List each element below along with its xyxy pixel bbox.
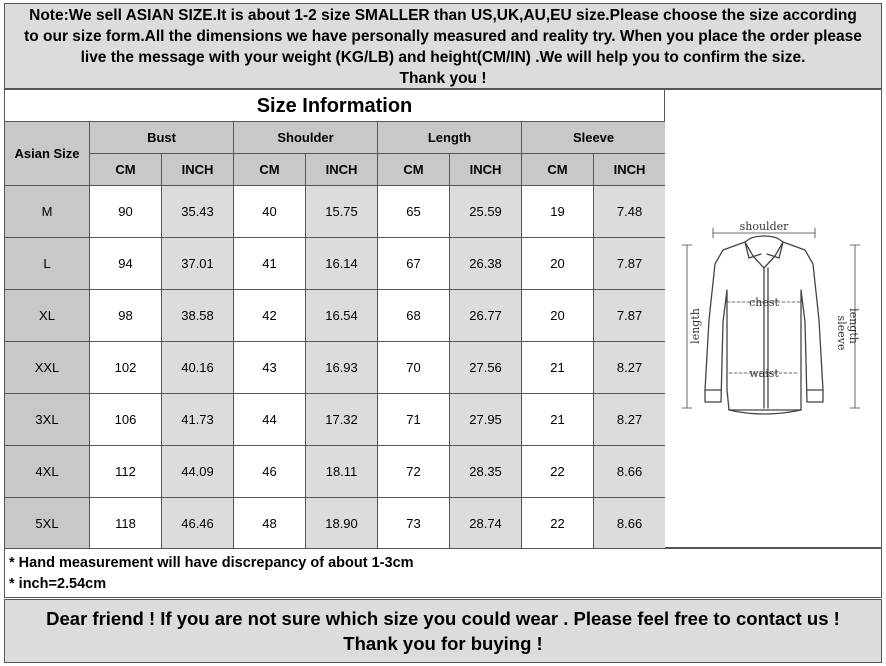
measurement-cell: 46.46 <box>162 498 234 550</box>
measurement-cell: 37.01 <box>162 238 234 290</box>
measurement-cell: 18.90 <box>306 498 378 550</box>
length-label: length <box>689 308 702 344</box>
measurement-cell: 28.35 <box>450 446 522 498</box>
measurement-cell: 43 <box>234 342 306 394</box>
measurement-cell: 15.75 <box>306 186 378 238</box>
measurement-cell: 112 <box>90 446 162 498</box>
footnotes <box>4 548 882 598</box>
measurement-cell: 118 <box>90 498 162 550</box>
measurement-cell: 16.54 <box>306 290 378 342</box>
measurement-cell: 16.14 <box>306 238 378 290</box>
measurement-cell: 20 <box>522 290 594 342</box>
measurement-cell: 7.48 <box>594 186 666 238</box>
measurement-cell: 73 <box>378 498 450 550</box>
measurement-cell: 7.87 <box>594 290 666 342</box>
shirt-diagram-svg <box>665 90 882 549</box>
measurement-cell: 41.73 <box>162 394 234 446</box>
size-label: M <box>5 186 90 238</box>
measurement-cell: 98 <box>90 290 162 342</box>
unit-cm-header: CM <box>90 154 162 186</box>
measurement-cell: 8.27 <box>594 342 666 394</box>
measurement-cell: 40.16 <box>162 342 234 394</box>
measurement-cell: 26.77 <box>450 290 522 342</box>
size-row-l <box>5 238 666 290</box>
measurement-cell: 94 <box>90 238 162 290</box>
size-table-title: Size Information <box>5 90 664 122</box>
measurement-cell: 35.43 <box>162 186 234 238</box>
sleeve-label: sleeve <box>835 315 848 351</box>
measurement-cell: 8.66 <box>594 446 666 498</box>
measurement-cell: 16.93 <box>306 342 378 394</box>
size-label: XXL <box>5 342 90 394</box>
measurement-cell: 21 <box>522 342 594 394</box>
measurement-cell: 28.74 <box>450 498 522 550</box>
measurement-cell: 26.38 <box>450 238 522 290</box>
sleeve-length-label: length <box>847 308 860 344</box>
measurement-cell: 17.32 <box>306 394 378 446</box>
size-table <box>4 121 666 550</box>
size-row-xl <box>5 290 666 342</box>
measurement-cell: 25.59 <box>450 186 522 238</box>
measurement-cell: 41 <box>234 238 306 290</box>
measurement-cell: 7.87 <box>594 238 666 290</box>
sleeve-header: Sleeve <box>522 122 666 154</box>
unit-inch-header: INCH <box>450 154 522 186</box>
measurement-cell: 102 <box>90 342 162 394</box>
measurement-cell: 20 <box>522 238 594 290</box>
measurement-cell: 67 <box>378 238 450 290</box>
measurement-cell: 27.56 <box>450 342 522 394</box>
length-header: Length <box>378 122 522 154</box>
measurement-cell: 27.95 <box>450 394 522 446</box>
measurement-cell: 90 <box>90 186 162 238</box>
unit-inch-header: INCH <box>162 154 234 186</box>
size-label: XL <box>5 290 90 342</box>
shirt-measurement-diagram <box>665 89 882 548</box>
size-row-4xl <box>5 446 666 498</box>
chest-label: chest <box>749 296 779 309</box>
size-row-3xl <box>5 394 666 446</box>
measurement-cell: 22 <box>522 498 594 550</box>
measurement-cell: 40 <box>234 186 306 238</box>
measurement-cell: 22 <box>522 446 594 498</box>
measurement-cell: 68 <box>378 290 450 342</box>
measurement-cell: 8.27 <box>594 394 666 446</box>
footnote: * Hand measurement will have discrepancy of about 1-3cm <box>9 555 414 571</box>
measurement-cell: 71 <box>378 394 450 446</box>
unit-cm-header: CM <box>378 154 450 186</box>
shoulder-header: Shoulder <box>234 122 378 154</box>
size-row-5xl <box>5 498 666 550</box>
bust-header: Bust <box>90 122 234 154</box>
unit-cm-header: CM <box>522 154 594 186</box>
measurement-cell: 18.11 <box>306 446 378 498</box>
size-row-xxl <box>5 342 666 394</box>
size-label: 3XL <box>5 394 90 446</box>
measurement-cell: 48 <box>234 498 306 550</box>
unit-inch-header: INCH <box>306 154 378 186</box>
unit-inch-header: INCH <box>594 154 666 186</box>
measurement-cell: 44.09 <box>162 446 234 498</box>
measurement-cell: 72 <box>378 446 450 498</box>
size-label: L <box>5 238 90 290</box>
measurement-cell: 42 <box>234 290 306 342</box>
measurement-cell: 46 <box>234 446 306 498</box>
measurement-cell: 70 <box>378 342 450 394</box>
unit-cm-header: CM <box>234 154 306 186</box>
note-line: live the message with your weight (KG/LB) and height(CM/IN) .We will help you to confirm the size. <box>80 49 806 66</box>
waist-label: waist <box>749 367 779 380</box>
thanks-line: Dear friend ! If you are not sure which size you could wear . Please feel free to contact us ! <box>46 608 840 629</box>
measurement-cell: 65 <box>378 186 450 238</box>
shoulder-label: shoulder <box>739 220 789 233</box>
thank-you-banner <box>4 599 882 663</box>
size-row-m <box>5 186 666 238</box>
asian-size-header: Asian Size <box>5 122 90 186</box>
size-label: 5XL <box>5 498 90 550</box>
measurement-cell: 38.58 <box>162 290 234 342</box>
measurement-cell: 19 <box>522 186 594 238</box>
footnote: * inch=2.54cm <box>9 576 107 592</box>
thanks-line: Thank you for buying ! <box>343 633 543 654</box>
note-line: to our size form.All the dimensions we have personally measured and reality try. When you place the order please <box>24 28 862 45</box>
note-line: Note:We sell ASIAN SIZE.It is about 1-2 size SMALLER than US,UK,AU,EU size.Please choose the size according <box>29 7 857 24</box>
size-note-banner <box>4 3 882 89</box>
size-table-panel <box>4 89 665 548</box>
measurement-cell: 21 <box>522 394 594 446</box>
measurement-cell: 106 <box>90 394 162 446</box>
size-label: 4XL <box>5 446 90 498</box>
measurement-cell: 8.66 <box>594 498 666 550</box>
measurement-cell: 44 <box>234 394 306 446</box>
note-line: Thank you ! <box>399 70 487 87</box>
